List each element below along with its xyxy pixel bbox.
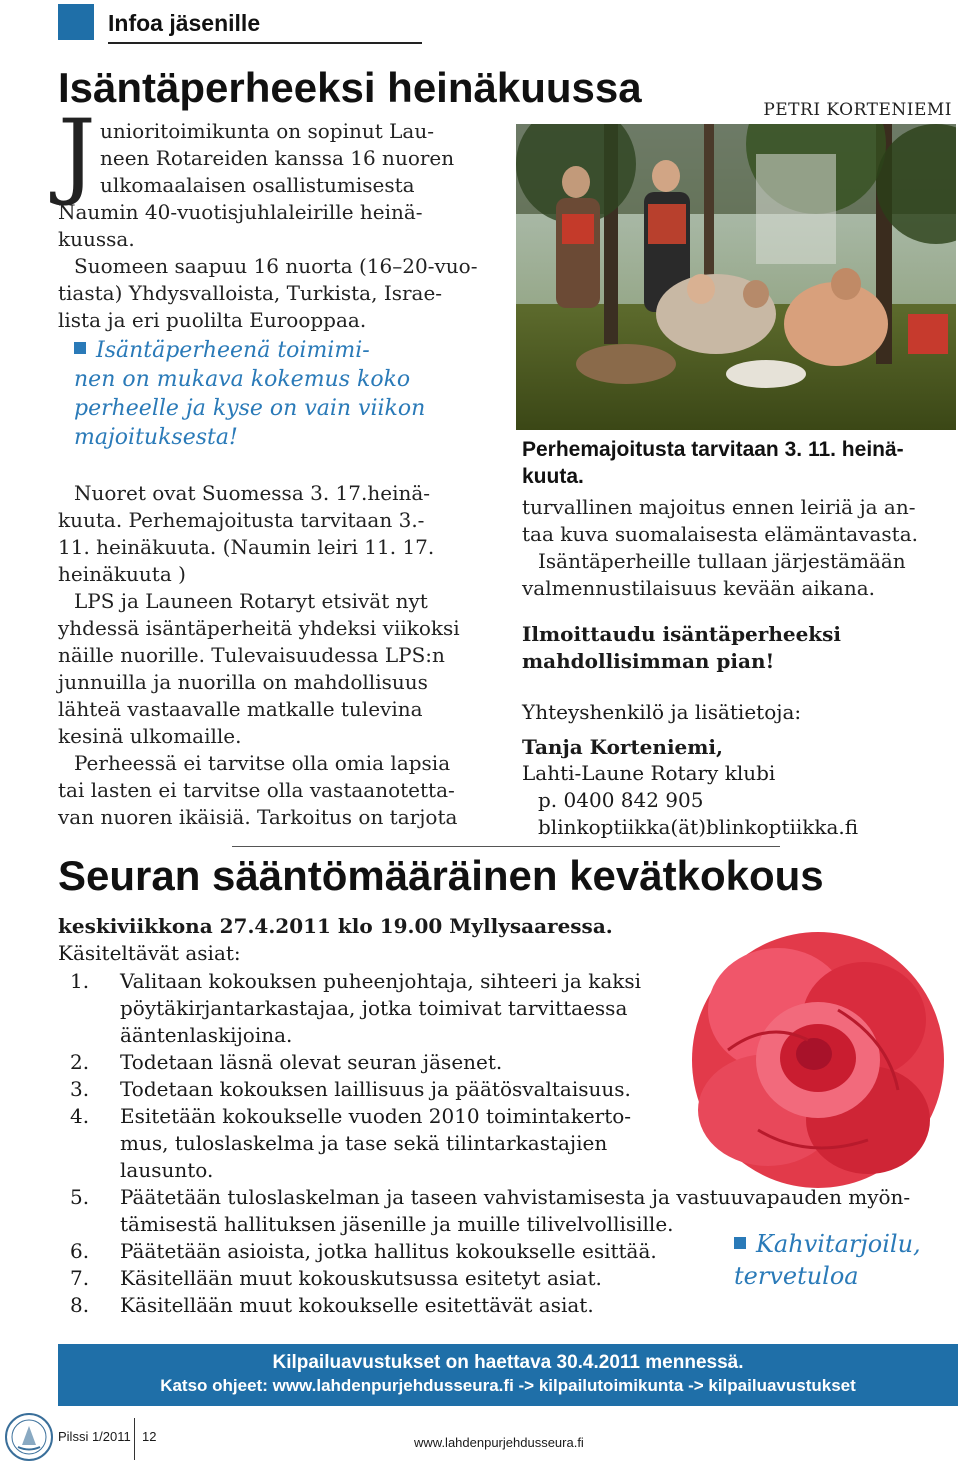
- article-body: [58, 480, 488, 831]
- agenda-number: 8.: [70, 1293, 90, 1317]
- grant-banner: [58, 1344, 958, 1406]
- para4-line: junnuilla ja nuorilla on mahdollisuus: [58, 670, 428, 694]
- photo-illustration: [516, 124, 956, 430]
- section-rule: [108, 42, 422, 44]
- para2-line: tiasta) Yhdysvalloista, Turkista, Israe-: [58, 281, 443, 305]
- agenda-number: 5.: [70, 1185, 90, 1209]
- para2-line: lista ja eri puolilta Eurooppaa.: [58, 308, 367, 332]
- agenda-text: Käsitellään muut kokoukselle esitettävät asiat.: [120, 1293, 594, 1317]
- para5-line: van nuoren ikäisiä. Tarkoitus on tarjota: [58, 805, 458, 829]
- square-bullet-icon: [74, 342, 86, 354]
- right-line: taa kuva suomalaisesta elämäntavasta.: [522, 522, 918, 546]
- intro-line: Naumin 40-vuotisjuhlaleirille heinä-: [58, 200, 423, 224]
- quote-line: Isäntäperheenä toimimi-: [96, 338, 370, 363]
- photo-caption: Perhemajoitusta tarvitaan 3. 11. heinä-kuuta.: [522, 438, 904, 488]
- intro-line: ulkomaalaisen osallistumisesta: [100, 173, 415, 197]
- article-photo: [516, 124, 956, 430]
- section-label: Infoa jäsenille: [108, 10, 261, 36]
- coffee-note: [734, 1228, 921, 1292]
- agenda-text: Todetaan kokouksen laillisuus ja päätösvaltaisuus.: [120, 1077, 631, 1101]
- signup-call: Ilmoittaudu isäntäperheeksi mahdollisimman pian!: [522, 622, 842, 673]
- section-marker: [58, 4, 94, 40]
- contact-label: Yhteyshenkilö ja lisätietoja:: [522, 700, 802, 724]
- club-seal-icon: [4, 1412, 54, 1462]
- square-bullet-icon: [734, 1237, 746, 1249]
- footer-url: www.lahdenpurjehdusseura.fi: [414, 1435, 584, 1450]
- contact-name: Tanja Korteniemi,: [522, 735, 723, 759]
- agenda-heading: Käsiteltävät asiat:: [58, 941, 241, 965]
- page-number: 12: [142, 1429, 157, 1444]
- agenda-text: Todetaan läsnä olevat seuran jäsenet.: [120, 1050, 503, 1074]
- agenda-item: [58, 1076, 958, 1103]
- article-body-continued: [522, 494, 952, 602]
- contact-email: blinkoptiikka(ät)blinkoptiikka.fi: [538, 815, 859, 839]
- meeting-headline: Seuran sääntömääräinen kevätkokous: [58, 852, 824, 899]
- right-line: turvallinen majoitus ennen leiriä ja an-: [522, 495, 916, 519]
- para3-line: 11. heinäkuuta. (Naumin leiri 11. 17.: [58, 535, 435, 559]
- agenda-item: [58, 968, 680, 1049]
- para4-line: yhdessä isäntäperheitä yhdeksi viikoksi: [58, 616, 460, 640]
- para4-line: näille nuorille. Tulevaisuudessa LPS:n: [58, 643, 445, 667]
- quote-line: perheelle ja kyse on vain viikon: [74, 396, 426, 421]
- footer-magazine: Pilssi 1/2011: [58, 1429, 131, 1444]
- agenda-item: [58, 1049, 958, 1076]
- agenda-text: Käsitellään muut kokouskutsussa esitetyt asiat.: [120, 1266, 602, 1290]
- photo-credit: PETRI KORTENIEMI: [763, 100, 952, 120]
- banner-line: Kilpailuavustukset on haettava 30.4.2011 mennessä.: [272, 1352, 744, 1373]
- agenda-item: [58, 1103, 650, 1184]
- contact-phone: p. 0400 842 905: [538, 788, 704, 812]
- agenda-number: 6.: [70, 1239, 90, 1263]
- agenda-number: 1.: [70, 969, 90, 993]
- agenda-number: 7.: [70, 1266, 90, 1290]
- para3-line: heinäkuuta ): [58, 562, 186, 586]
- intro-paragraph: [58, 118, 488, 334]
- quote-line: majoituksesta!: [74, 425, 238, 450]
- section-divider: [232, 846, 780, 847]
- meeting-datetime: keskiviikkona 27.4.2011 klo 19.00 Myllysaaressa.: [58, 914, 613, 938]
- pull-quote: [74, 336, 484, 452]
- right-line: valmennustilaisuus kevään aikana.: [522, 576, 875, 600]
- banner-line: Katso ohjeet: www.lahdenpurjehdusseura.fi -> kilpailutoimikunta -> kilpailuavustukset: [160, 1376, 856, 1395]
- coffee-line: Kahvitarjoilu,: [756, 1230, 921, 1258]
- right-line: Isäntäperheille tullaan järjestämään: [538, 549, 906, 573]
- para3-line: Nuoret ovat Suomessa 3. 17.heinä-: [74, 481, 431, 505]
- drop-cap: J: [58, 100, 96, 209]
- para4-line: lähteä vastaavalle matkalle tulevina: [58, 697, 423, 721]
- agenda-text: Päätetään asioista, jotka hallitus kokoukselle esittää.: [120, 1239, 657, 1263]
- agenda-number: 2.: [70, 1050, 90, 1074]
- agenda-number: 4.: [70, 1104, 90, 1128]
- para3-line: kuuta. Perhemajoitusta tarvitaan 3.-: [58, 508, 425, 532]
- quote-line: nen on mukava kokemus koko: [74, 367, 411, 392]
- intro-line: unioritoimikunta on sopinut Lau-: [100, 119, 434, 143]
- para4-line: LPS ja Launeen Rotaryt etsivät nyt: [74, 589, 428, 613]
- article-headline: Isäntäperheeksi heinäkuussa: [58, 64, 642, 111]
- agenda-item: [58, 1292, 958, 1319]
- para4-line: kesinä ulkomaille.: [58, 724, 242, 748]
- intro-line: kuussa.: [58, 227, 135, 251]
- para2-line: Suomeen saapuu 16 nuorta (16–20-vuo-: [74, 254, 478, 278]
- para5-line: Perheessä ei tarvitse olla omia lapsia: [74, 751, 451, 775]
- agenda-text: Päätetään tuloslaskelman ja taseen vahvistamisesta ja vastuuvapauden myön-tämisestä hallituksen jäsenille ja muille tilivelvollisille.: [120, 1185, 911, 1236]
- agenda-text: Esitetään kokoukselle vuoden 2010 toimintakerto-mus, tuloslaskelma ja tase sekä tilintarkastajien lausunto.: [120, 1104, 632, 1182]
- intro-line: neen Rotareiden kanssa 16 nuoren: [100, 146, 455, 170]
- contact-club: Lahti-Laune Rotary klubi: [522, 761, 776, 785]
- para5-line: tai lasten ei tarvitse olla vastaanotetta-: [58, 778, 455, 802]
- agenda-number: 3.: [70, 1077, 90, 1101]
- agenda-text: Valitaan kokouksen puheenjohtaja, sihteeri ja kaksi pöytäkirjantarkastajaa, jotka toimivat tarvittaessa ääntenlaskijoina.: [120, 969, 642, 1047]
- footer-separator: [134, 1418, 135, 1460]
- coffee-line: tervetuloa: [734, 1262, 859, 1290]
